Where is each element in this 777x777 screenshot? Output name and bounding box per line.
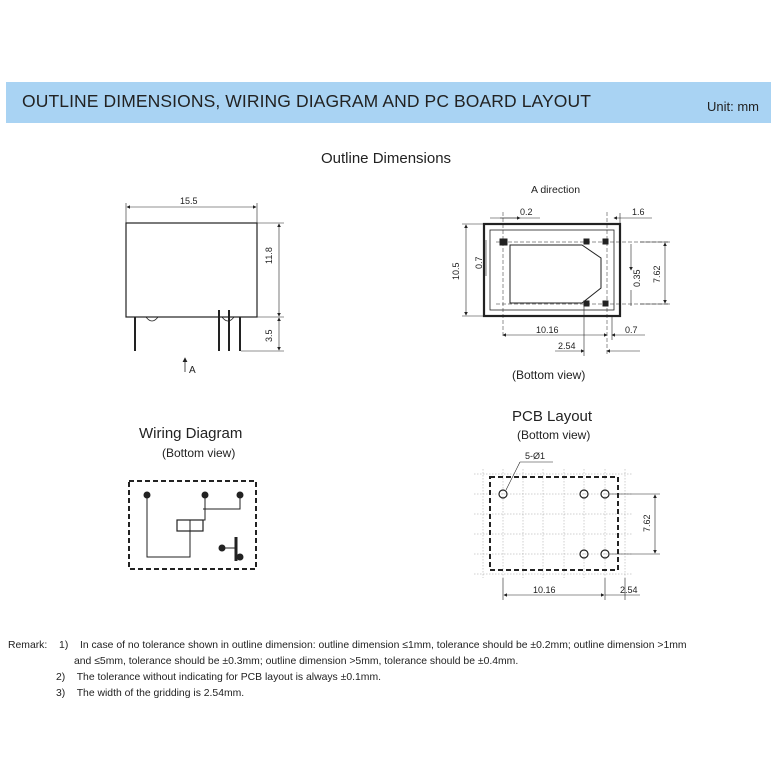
remark-3 [8, 686, 770, 702]
terminal [202, 492, 208, 498]
pcb-view-label: (Bottom view) [517, 428, 591, 442]
remark-num: 1) [59, 640, 69, 651]
side-view [126, 203, 284, 372]
dim-10-5: 10.5 [451, 262, 461, 280]
pcb-dim-2-54: 2.54 [620, 585, 638, 595]
terminal [144, 492, 150, 498]
remark-num: 3) [56, 688, 66, 699]
pcb-layout [474, 462, 660, 600]
pcb-layout-title: PCB Layout [512, 408, 593, 425]
remark-text: In case of no tolerance shown in outline dimension: outline dimension ≤1mm, tolerance should be ±0.2mm; outline dimension >1mm [79, 640, 687, 651]
dim-10-16: 10.16 [536, 325, 559, 335]
case-outline [484, 224, 620, 316]
outline-dimensions-title: Outline Dimensions [321, 150, 452, 167]
remark-text: The tolerance without indicating for PCB layout is always ±0.1mm. [76, 672, 381, 683]
pin-pad [500, 239, 507, 245]
remark-num: 2) [56, 672, 66, 683]
remark-lead: Remark: [8, 640, 48, 651]
page-title: OUTLINE DIMENSIONS, WIRING DIAGRAM AND PC BOARD LAYOUT [22, 91, 592, 111]
dim-1-6: 1.6 [632, 207, 645, 217]
remark-1 [8, 638, 770, 654]
remark-text: The width of the gridding is 2.54mm. [76, 688, 245, 699]
pin-pad [584, 239, 589, 244]
pin-pad [584, 301, 589, 306]
remarks [8, 638, 770, 702]
dim-0-2: 0.2 [520, 207, 533, 217]
pcb-outline [490, 477, 618, 570]
remark-1-cont: and ≤5mm, tolerance should be ±0.3mm; outline dimension >5mm, tolerance should be ±0.4mm. [74, 656, 519, 667]
pcb-dim-10-16: 10.16 [533, 585, 556, 595]
dim-2-54: 2.54 [558, 341, 576, 351]
unit-label: Unit: mm [707, 99, 759, 114]
relay-body [126, 223, 257, 317]
dim-7-62: 7.62 [652, 265, 662, 283]
direction-a-label: A [189, 365, 196, 376]
pcb-holes-label: 5-Ø1 [525, 451, 546, 461]
pcb-dim-7-62: 7.62 [642, 514, 652, 532]
bottom-view-label: (Bottom view) [512, 368, 586, 382]
dim-15-5: 15.5 [180, 196, 198, 206]
pin-pad [603, 239, 608, 244]
terminal [237, 554, 243, 560]
a-direction-label: A direction [531, 184, 581, 196]
wiring-view-label: (Bottom view) [162, 446, 236, 460]
wiring-diagram-title: Wiring Diagram [139, 425, 243, 442]
dim-0-7-bottom: 0.7 [625, 325, 638, 335]
dim-3-5: 3.5 [264, 329, 274, 342]
dim-0-7-left: 0.7 [474, 256, 484, 269]
dim-11-8: 11.8 [264, 247, 274, 264]
terminal [237, 492, 243, 498]
wiring-diagram [129, 481, 256, 569]
remark-2 [8, 670, 770, 686]
pin-pad [603, 301, 608, 306]
dim-0-35: 0.35 [632, 269, 642, 287]
